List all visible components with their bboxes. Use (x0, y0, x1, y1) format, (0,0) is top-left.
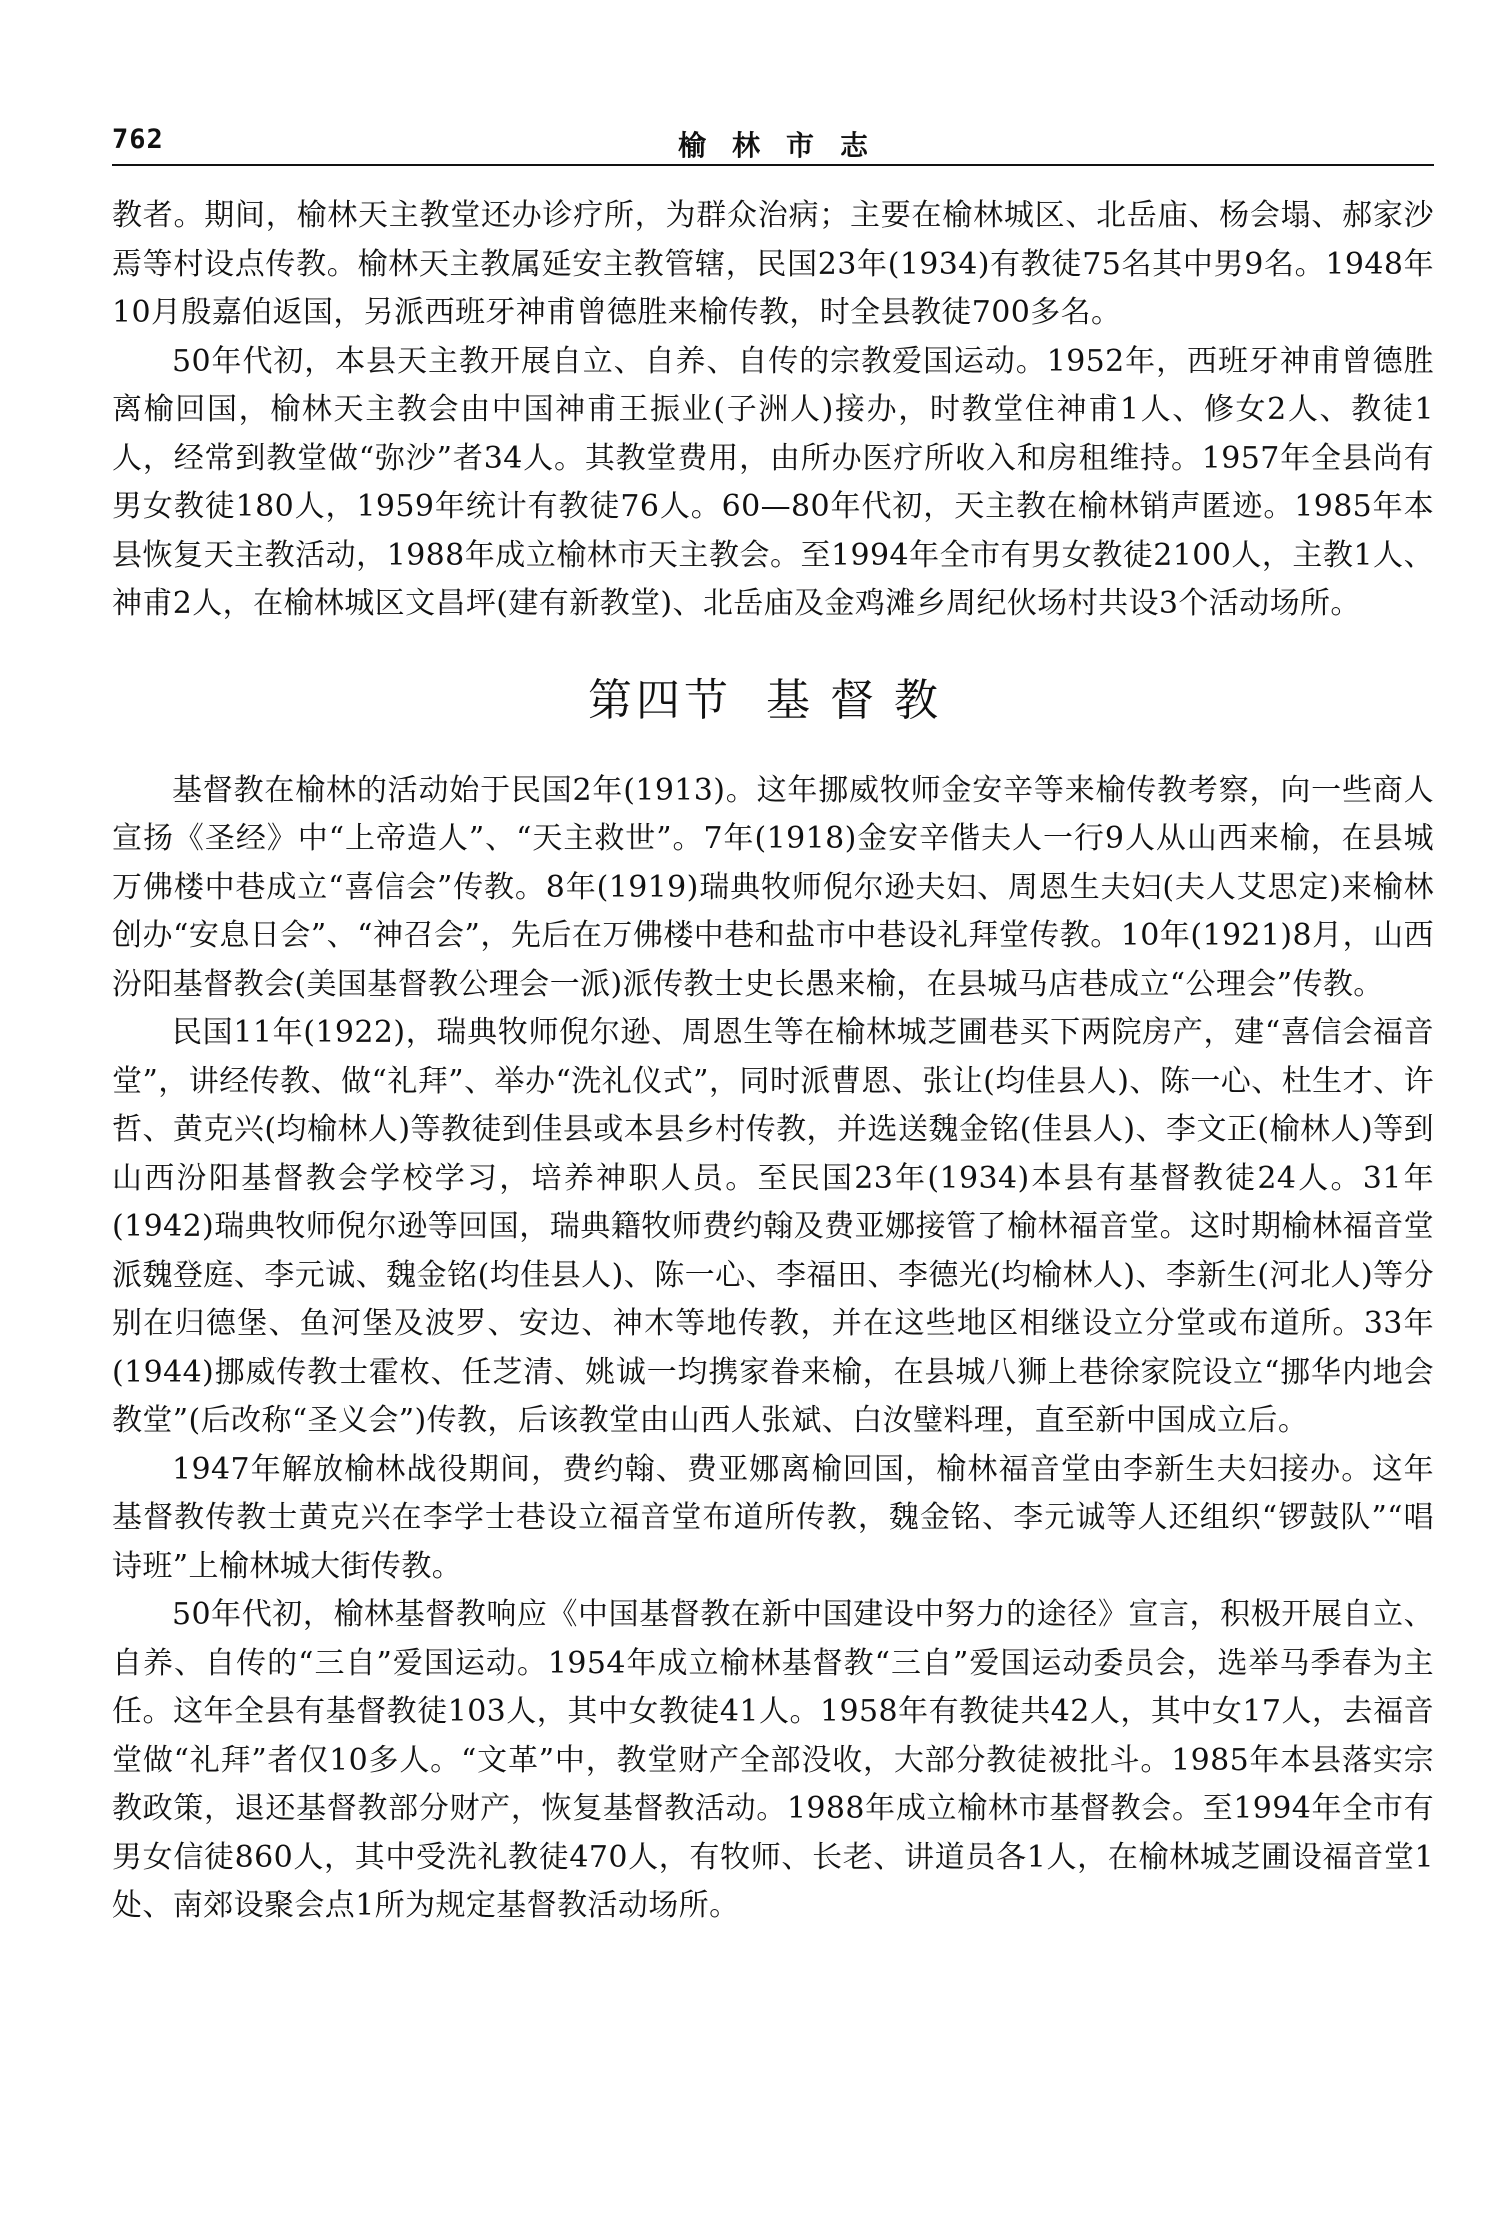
paragraph: 1947年解放榆林战役期间，费约翰、费亚娜离榆回国，榆林福音堂由李新生夫妇接办。这年基督教传教士黄克兴在李学士巷设立福音堂布道所传教，魏金铭、李元诚等人还组织“锣鼓队”“唱诗班”上榆林城大街传教。 (112, 1451, 1434, 1584)
running-title: 榆林市志 (677, 129, 894, 162)
paragraph: 50年代初，本县天主教开展自立、自养、自传的宗教爱国运动。1952年，西班牙神甫曾德胜离榆回国，榆林天主教会由中国神甫王振业(子洲人)接办，时教堂住神甫1人、修女2人、教徒1人，经常到教堂做“弥沙”者34人。其教堂费用，由所办医疗所收入和房租维持。1957年全县尚有男女教徒180人，1959年统计有教徒76人。60—80年代初，天主教在榆林销声匿迹。1985年本县恢复天主教活动，1988年成立榆林市天主教会。至1994年全市有男女教徒2100人，主教1人、神甫2人，在榆林城区文昌坪(建有新教堂)、北岳庙及金鸡滩乡周纪伙场村共设3个活动场所。 (112, 343, 1434, 621)
paragraph: 50年代初，榆林基督教响应《中国基督教在新中国建设中努力的途径》宣言，积极开展自立、自养、自传的“三自”爱国运动。1954年成立榆林基督教“三自”爱国运动委员会，选举马季春为主任。这年全县有基督教徒103人，其中女教徒41人。1958年有教徒共42人，其中女17人，去福音堂做“礼拜”者仅10多人。“文革”中，教堂财产全部没收，大部分教徒被批斗。1985年本县落实宗教政策，退还基督教部分财产，恢复基督教活动。1988年成立榆林市基督教会。至1994年全市有男女信徒860人，其中受洗礼教徒470人，有牧师、长老、讲道员各1人，在榆林城芝圃设福音堂1处、南郊设聚会点1所为规定基督教活动场所。 (112, 1597, 1434, 1923)
paragraph-continued: 教者。期间，榆林天主教堂还办诊疗所，为群众治病；主要在榆林城区、北岳庙、杨会塌、郝家沙焉等村设点传教。榆林天主教属延安主教管辖，民国23年(1934)有教徒75名其中男9名。1948年10月殷嘉伯返国，另派西班牙神甫曾德胜来榆传教，时全县教徒700多名。 (112, 198, 1434, 330)
header-rule (112, 164, 1434, 166)
section-heading (112, 671, 1434, 731)
page-number: 762 (112, 124, 164, 155)
body-text (112, 192, 1434, 1931)
paragraph: 基督教在榆林的活动始于民国2年(1913)。这年挪威牧师金安辛等来榆传教考察，向一些商人宣扬《圣经》中“上帝造人”、“天主救世”。7年(1918)金安辛偕夫人一行9人从山西来榆，在县城万佛楼中巷成立“喜信会”传教。8年(1919)瑞典牧师倪尔逊夫妇、周恩生夫妇(夫人艾思定)来榆林创办“安息日会”、“神召会”，先后在万佛楼中巷和盐市中巷设礼拜堂传教。10年(1921)8月，山西汾阳基督教会(美国基督教公理会一派)派传教士史长愚来榆，在县城马店巷成立“公理会”传教。 (112, 772, 1434, 1002)
section-title: 基督教 (766, 674, 958, 726)
paragraph: 民国11年(1922)，瑞典牧师倪尔逊、周恩生等在榆林城芝圃巷买下两院房产，建“喜信会福音堂”，讲经传教、做“礼拜”、举办“洗礼仪式”，同时派曹恩、张让(均佳县人)、陈一心、杜生才、许哲、黄克兴(均榆林人)等教徒到佳县或本县乡村传教，并选送魏金铭(佳县人)、李文正(榆林人)等到山西汾阳基督教会学校学习，培养神职人员。至民国23年(1934)本县有基督教徒24人。31年(1942)瑞典牧师倪尔逊等回国，瑞典籍牧师费约翰及费亚娜接管了榆林福音堂。这时期榆林福音堂派魏登庭、李元诚、魏金铭(均佳县人)、陈一心、李福田、李德光(均榆林人)、李新生(河北人)等分别在归德堡、鱼河堡及波罗、安边、神木等地传教，并在这些地区相继设立分堂或布道所。33年(1944)挪威传教士霍枚、任芝清、姚诚一均携家眷来榆，在县城八狮上巷徐家院设立“挪华内地会教堂”(后改称“圣义会”)传教，后该教堂由山西人张斌、白汝璧料理，直至新中国成立后。 (112, 1015, 1434, 1438)
page-header (112, 120, 1434, 164)
section-number: 第四节 (588, 674, 732, 726)
